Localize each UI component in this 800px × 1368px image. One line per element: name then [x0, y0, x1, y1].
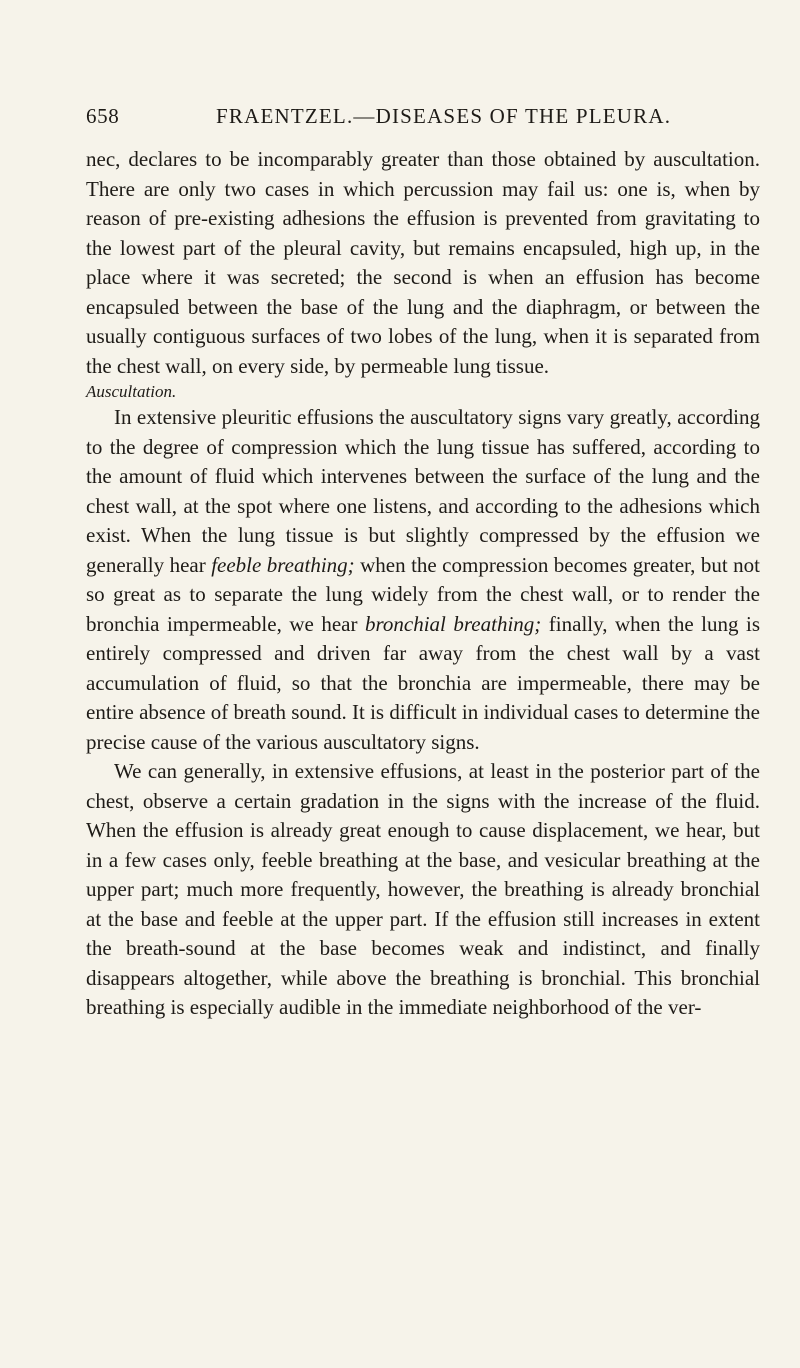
- feeble-breathing-term: feeble breathing;: [211, 552, 355, 577]
- section-heading: Auscultation.: [86, 382, 177, 401]
- paragraph-1: nec, declares to be incomparably greater than those obtained by auscultation. There are only two cases in which percussion may fail us: one is, when by reason of pre-existing adhesions the effusion is prevented from gravitating to the lowest part of the pleural cavity, but remains encapsuled, high up, in the place where it was secreted; the second is when an effusion has become encapsuled between the base of the lung and the diaphragm, or between the usually contiguous surfaces of two lobes of the lung, when it is separated from the chest wall, on every side, by permeable lung tissue.: [86, 147, 760, 378]
- paragraph-2-text-3: finally, when the lung is entirely compressed and driven far away from the chest wall by a vast accumulation of fluid, so that the bronchia are impermeable, there may be entire absence of breath sound. It is difficult in individual cases to determine the precise cause of the various auscultatory signs.: [86, 611, 761, 754]
- paragraph-2: [86, 403, 760, 757]
- page-number: 658: [86, 104, 120, 128]
- running-title: FRAENTZEL.—DISEASES OF THE PLEURA.: [216, 104, 672, 128]
- paragraph-2-text-1: In extensive pleuritic effusions the auscultatory signs vary greatly, according to the degree of compression which the lung tissue has suffered, according to the amount of fluid which intervenes between the surface of the lung and the chest wall, at the spot where one listens, and according to the adhesions which exist. When the lung tissue is but slightly compressed by the effusion we generally hear: [86, 405, 760, 577]
- bronchial-breathing-term: bronchial breathing;: [365, 611, 542, 636]
- paragraph-2-text-2: when the compression becomes greater, but not so great as to separate the lung widely from the chest wall, or to render the bronchia impermeable, we hear: [86, 552, 761, 636]
- body-text: [86, 145, 760, 1023]
- running-head: [86, 104, 760, 134]
- paragraph-3: We can generally, in extensive effusions, at least in the posterior part of the chest, observe a certain gradation in the signs with the increase of the fluid. When the effusion is already great enough to cause displacement, we hear, but in a few cases only, feeble breathing at the base, and vesicular breathing at the upper part; much more frequently, however, the breathing is already bronchial at the base and feeble at the upper part. If the effusion still increases in extent the breath-sound at the base becomes weak and indistinct, and finally disappears altogether, while above the breathing is bronchial. This bronchial breathing is especially audible in the immediate neighborhood of the ver-: [86, 759, 760, 1019]
